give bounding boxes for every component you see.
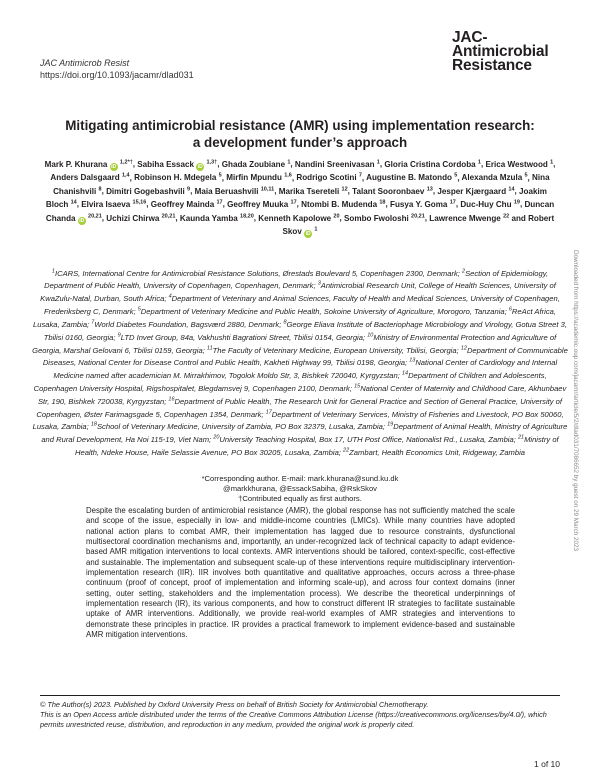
- affiliation-text: Zambart, Health Economics Unit, Ridgeway, Zambia: [349, 448, 526, 458]
- affiliation-sup: 2: [462, 268, 466, 274]
- affiliation-item: [207, 346, 461, 355]
- author-name-text: Gloria Cristina Cordoba: [384, 159, 478, 169]
- copyright-notice: © The Author(s) 2023. Published by Oxford University Press on behalf of British Society for Antimicrobial Chemotherapy.: [40, 700, 429, 709]
- author-name-text: Elvira Isaeva: [81, 200, 133, 210]
- author-name-text: Ntombi B. Mudenda: [301, 200, 380, 210]
- author-affiliation-sup: 7: [358, 172, 362, 179]
- author-name[interactable]: [462, 173, 528, 182]
- affiliations: [32, 266, 568, 458]
- affiliation-sup: 3: [317, 280, 321, 287]
- author-name-text: Rodrigo Scotini: [296, 173, 359, 183]
- affiliation-text: Department of Veterinary Medicine and Public Health, Sokoine University of Agriculture, Morogoro, Tanzania;: [140, 307, 509, 317]
- affiliation-text: The Faculty of Veterinary Medicine, European University, Tbilisi, Georgia;: [212, 345, 461, 355]
- author-name-text: Joakim Bloch: [45, 186, 547, 210]
- author-name-text: Mark P. Khurana: [44, 159, 110, 169]
- orcid-icon[interactable]: iD: [305, 231, 311, 238]
- twitter-handles: @markkhurana, @EssackSabiha, @RskSkov: [223, 483, 377, 493]
- author-name[interactable]: [106, 187, 190, 196]
- author-affiliation-sup: 1: [287, 159, 291, 165]
- author-affiliation-sup: 18: [379, 199, 386, 206]
- affiliation-text: Department of Animal Health, Ministry of Agriculture and Rural Development, Ha Noi 115-19, Viet Nam;: [41, 422, 568, 445]
- license-block: [40, 700, 560, 729]
- affiliation-item: [91, 422, 387, 431]
- author-affiliation-sup: 8: [98, 186, 102, 193]
- author-name[interactable]: [137, 160, 217, 169]
- author-name[interactable]: [485, 160, 553, 169]
- affiliation-text: Ministry of Environmental Protection and Agriculture of Georgia, Marshal Gelovani 6, Tbilisi 0159, Georgia;: [32, 332, 557, 355]
- author-affiliation-sup: 14: [508, 186, 515, 193]
- author-affiliation-sup: 20,21: [161, 212, 176, 219]
- author-affiliation-sup: 12: [341, 186, 348, 193]
- affiliation-sup: 9: [117, 332, 121, 339]
- author-name[interactable]: [258, 214, 339, 223]
- affiliation-text: World Diabetes Foundation, Bagsværd 2880, Denmark;: [94, 319, 284, 329]
- author-name-text: Geoffrey Muuka: [227, 200, 291, 210]
- author-name[interactable]: [227, 200, 297, 209]
- author-name-text: Sombo Fwoloshi: [344, 213, 412, 223]
- affiliation-text: Department of Veterinary Services, Ministry of Fisheries and Livestock, PO Box 50060, Lusaka, Zambia;: [32, 409, 564, 432]
- author-name[interactable]: [134, 173, 222, 182]
- author-affiliation-sup: 5: [524, 172, 528, 179]
- affiliation-sup: 20: [213, 434, 220, 441]
- author-affiliation-sup: 1,4: [121, 172, 130, 179]
- author-name[interactable]: [295, 160, 380, 169]
- author-affiliation-sup: 5: [454, 172, 458, 179]
- author-name-text: Dimitri Gogebashvili: [106, 186, 188, 196]
- author-affiliation-sup: 1: [314, 226, 318, 233]
- page-number: 1 of 10: [534, 759, 560, 769]
- author-name-text: Fusya Y. Goma: [390, 200, 450, 210]
- author-name-text: Duncan Chanda: [45, 200, 555, 223]
- author-affiliation-sup: 1: [477, 159, 481, 165]
- article-title: Mitigating antimicrobial resistance (AMR) using implementation research: a development funder’s approach: [65, 118, 535, 150]
- affiliation-sup: 8: [283, 319, 287, 326]
- author-affiliation-sup: 14: [70, 199, 77, 206]
- orcid-icon[interactable]: iD: [197, 163, 203, 170]
- affiliation-sup: 11: [206, 344, 213, 351]
- author-name[interactable]: [222, 160, 291, 169]
- author-affiliation-sup: 20,21: [411, 212, 425, 219]
- author-name[interactable]: [384, 160, 481, 169]
- affiliation-sup: 5: [137, 306, 141, 313]
- author-name-text: Kenneth Kapolowe: [258, 213, 334, 223]
- affiliation-sup: 21: [517, 434, 525, 441]
- author-affiliation-sup: 18,20: [240, 212, 254, 219]
- author-name-text: Erica Westwood: [485, 159, 551, 169]
- author-name[interactable]: [437, 187, 514, 196]
- affiliation-sup: 17: [265, 409, 272, 416]
- download-side-note: Downloaded from https://academic.oup.com/jacamr/article/5/2/dlad031/7086652 by guest on 29 March 2023: [572, 250, 579, 552]
- author-affiliation-sup: 1,6: [284, 172, 292, 179]
- author-affiliation-sup: 1: [550, 159, 554, 165]
- author-name-text: Mirfin Mpundu: [226, 173, 285, 183]
- author-name-text: Jesper Kjærgaard: [437, 186, 509, 196]
- author-name-text: Maia Beruashvili: [194, 186, 261, 196]
- affiliation-text: Department of Children and Adolescents, Copenhagen University Hospital, Rigshospitalet, Blegdamsvej 9, Copenhagen 2100, Denmark;: [33, 371, 547, 393]
- journal-name: JAC Antimicrob Resist: [40, 58, 130, 68]
- affiliation-sup: 1: [51, 268, 55, 274]
- author-affiliation-sup: 1,3†: [206, 159, 218, 165]
- author-affiliation-sup: 22: [503, 212, 510, 219]
- affiliation-text: George Eliava Institute of Bacteriophage Microbiology and Virology, Gotua Street 3, Tbilisi 0160, Georgia;: [43, 319, 567, 342]
- author-name-text: Lawrence Mwenge: [429, 213, 504, 223]
- author-name-text: Alexanda Mzula: [461, 173, 525, 183]
- affiliation-sup: 14: [401, 370, 409, 377]
- author-affiliation-sup: 10,11: [260, 186, 275, 193]
- author-affiliation-sup: 20,21: [88, 212, 102, 219]
- author-name-text: Augustine B. Matondo: [366, 173, 455, 183]
- author-name-text: Uchizi Chirwa: [106, 213, 162, 223]
- author-name-text: Nandini Sreenivasan: [294, 159, 377, 169]
- author-name-text: Anders Dalsgaard: [50, 173, 122, 183]
- author-name[interactable]: [429, 214, 509, 223]
- author-name-text: Kaunda Yamba: [179, 213, 241, 223]
- affiliation-item: [52, 269, 462, 278]
- affiliation-sup: 12: [460, 344, 467, 351]
- author-affiliation-sup: 17: [216, 199, 223, 206]
- author-name-text: Talant Sooronbaev: [352, 186, 427, 196]
- affiliation-sup: 22: [343, 447, 350, 454]
- author-name-text: Nina Chanishvili: [53, 173, 550, 196]
- correspondence: [150, 474, 450, 503]
- affiliation-text: Antimicrobial Research Unit, College of Health Sciences, University of KwaZulu-Natal, Durban, South Africa;: [40, 281, 556, 304]
- affiliation-item: [118, 333, 368, 342]
- abstract: Despite the escalating burden of antimicrobial resistance (AMR), the global response has not sufficiently matched the scale and scope of the issue, especially in low- and middle-income countries (LMICs). While many countries have adopted national action plans to combat AMR, their implementation has lagged due to resource constraints, dysfunctional multisectoral coordination mechanisms and, importantly, an under-recognized lack of technical capacity to adapt evidence-based AMR mitigation interventions to local contexts. AMR interventions should be tailored, context-specific, cost-effective and sustainable. The implementation and subsequent scale-up of these interventions require multidisciplinary intervention-implementation research (IIR). IIR involves both quantitative and qualitative approaches, occurs across a three-phase continuum (proof of concept, proof of implementation and informing scale-up), and across four context domains (inner setting, outer setting, stakeholders and the implementation process). We describe the theoretical underpinnings of implementation research (IR), its various components, and how to construct different IR strategies to facilitate sustainable uptake of AMR interventions. Additionally, we provide real-world examples of AMR strategies and interventions to demonstrate these principles in practice. IR provides a practical framework to implement evidence-based and sustainable AMR mitigation interventions.: [86, 506, 515, 640]
- affiliation-sup: 6: [508, 306, 512, 313]
- affiliation-sup: 7: [91, 319, 95, 326]
- author-name[interactable]: [195, 187, 275, 196]
- author-affiliation-sup: 20: [333, 212, 340, 219]
- author-affiliation-sup: 1: [376, 159, 380, 165]
- affiliation-sup: 13: [409, 357, 416, 364]
- affiliation-text: University Teaching Hospital, Box 17, UTH Post Office, Nationalist Rd., Lusaka, Zambia;: [219, 435, 518, 445]
- journal-brand-logo: [452, 31, 572, 73]
- author-affiliation-sup: 17: [290, 199, 297, 206]
- doi-link[interactable]: https://doi.org/10.1093/jacamr/dlad031: [40, 70, 194, 80]
- affiliation-text: National Center of Maternity and Childhood Care, Akhunbaev Str, 190, Bishkek 720038, Kyrgyzstan;: [37, 383, 567, 406]
- license-text: This is an Open Access article distributed under the terms of the Creative Commons Attribution License (https://creativecommons.org/licenses/by/4.0/), which permits unrestricted reuse, distribution, and reproduction in any medium, provided the original work is properly cited.: [40, 709, 547, 729]
- affiliation-text: Department of Veterinary and Animal Sciences, Faculty of Health and Medical Sciences, University of Copenhagen, Frederiksberg C, Denmark;: [44, 294, 560, 317]
- orcid-icon[interactable]: iD: [79, 217, 85, 224]
- author-affiliation-sup: 9: [187, 186, 191, 193]
- author-name[interactable]: [226, 173, 292, 182]
- affiliation-item: [213, 435, 518, 444]
- author-list: Mark P. Khurana iD $^{1,2*\dagger}$, Sabiha Essack iD $^{1,3\dagger}$, Ghada Zoubiane $^1$, Nandini Sreenivasan $^1$, Gloria Cristina Cordoba $^1$, Erica Westwood $^1$, Anders Dalsgaard $^{1,4}$, Robinson H. Mdegela $^5$, Mirfin Mpundu $^{1,6}$, Rodrigo Scotini $^7$, Augustine B. Matondo $^5$, Alexanda Mzula $^5$, Nina Chanishvili $^8$, Dimitri Gogebashvili $^9$, Maia Beruashvili $^{10,11}$, Marika Tsereteli $^{12}$, Talant Sooronbaev $^{13}$, Jesper Kjærgaard $^{14}$, Joakim Bloch $^{14}$, Elvira Isaeva $^{15,16}$, Geoffrey Mainda $^{17}$, Geoffrey Muuka $^{17}$, Ntombi B. Mudenda $^{18}$, Fusya Y. Goma $^{17}$, Duc-Huy Chu $^{19}$, Duncan Chanda iD $^{20,21}$, Uchizi Chirwa $^{20,21}$, Kaunda Yamba $^{18,20}$, Kenneth Kapolowe $^{20}$, Sombo Fwoloshi $^{20,21}$, Lawrence Mwenge $^{22}$ and Robert Skov iD $^1$: [44, 159, 556, 238]
- brand-line: Resistance: [452, 57, 532, 74]
- author-name[interactable]: [296, 173, 362, 182]
- author-name[interactable]: [279, 187, 348, 196]
- affiliation-item: [138, 307, 509, 316]
- author-name[interactable]: [352, 187, 433, 196]
- affiliation-text: National Center of Cardiology and Internal Medicine named after academician M. Mirrakhimov, Togolok Moldo Str, 3, Bishkek 720040, Kyrgyzstan;: [53, 358, 558, 381]
- download-side-note-wrap: [572, 250, 586, 580]
- author-affiliation-sup: 5: [218, 172, 222, 179]
- orcid-icon[interactable]: iD: [111, 163, 117, 170]
- author-name[interactable]: [390, 200, 456, 209]
- equal-contribution-note: †Contributed equally as first authors.: [238, 493, 362, 503]
- affiliation-sup: 10: [367, 332, 374, 339]
- affiliation-text: Department of Communicable Diseases, National Center for Disease Control and Public Health, Kakheti Highway 99, Tbilisi 0198, Georgia;: [42, 345, 568, 368]
- corresponding-author: *Corresponding author. E-mail: mark.khurana@sund.ku.dk: [201, 474, 399, 483]
- author-name[interactable]: [50, 173, 129, 182]
- author-name[interactable]: [106, 214, 175, 223]
- affiliation-text: Section of Epidemiology, Department of Public Health, University of Copenhagen, Copenhagen, Denmark;: [44, 268, 549, 291]
- affiliation-sup: 15: [354, 383, 361, 390]
- author-name-text: Sabiha Essack: [137, 159, 197, 169]
- author-name-text: Ghada Zoubiane: [221, 159, 288, 169]
- affiliation-text: ReAct Africa, Lusaka, Zambia;: [33, 307, 556, 329]
- author-name-text: and Robert Skov: [282, 213, 555, 237]
- affiliation-sup: 4: [168, 293, 172, 300]
- author-name[interactable]: [151, 200, 223, 209]
- author-name-text: Marika Tsereteli: [278, 186, 342, 196]
- affiliation-sup: 19: [387, 421, 394, 428]
- author-name[interactable]: [81, 200, 146, 209]
- author-affiliation-sup: 15,16: [132, 199, 147, 206]
- author-name[interactable]: [45, 160, 133, 169]
- author-affiliation-sup: 19: [513, 199, 520, 206]
- author-name[interactable]: [301, 200, 385, 209]
- author-affiliation-sup: 1,2*†: [119, 159, 133, 165]
- affiliation-text: Department of Public Health, The Research Unit for General Practice and Section of General Practice, University of Copenhagen, Øster Farimagsgade 5, Copenhagen 1354, Denmark;: [36, 396, 563, 419]
- author-name[interactable]: [366, 173, 457, 182]
- affiliation-item: [343, 448, 525, 457]
- author-name[interactable]: [460, 200, 520, 209]
- affiliation-sup: 18: [90, 421, 97, 428]
- affiliation-text: School of Veterinary Medicine, University of Zambia, PO Box 32379, Lusaka, Zambia;: [96, 422, 388, 432]
- affiliation-text: ICARS, International Centre for Antimicrobial Resistance Solutions, Ørestads Boulevard 5, Copenhagen 2300, Denmark;: [54, 268, 463, 278]
- brand-line: JAC-: [452, 29, 488, 46]
- author-affiliation-sup: 13: [426, 186, 433, 193]
- author-name[interactable]: [180, 214, 254, 223]
- author-name[interactable]: [344, 214, 425, 223]
- footer-rule: [40, 695, 560, 696]
- author-name-text: Geoffrey Mainda: [150, 200, 217, 210]
- author-name-text: Robinson H. Mdegela: [134, 173, 219, 183]
- affiliation-text: LTD Invet Group, 84a, Vakhushti Bagrationi Street, Tbilisi 0154, Georgia;: [120, 332, 368, 342]
- affiliation-item: [91, 320, 283, 329]
- author-name-text: Duc-Huy Chu: [460, 200, 514, 210]
- affiliation-sup: 16: [168, 396, 175, 403]
- brand-line: Antimicrobial: [452, 43, 549, 60]
- affiliation-text: Ministry of Health, Ndeke House, Haile Selassie Avenue, PO Box 30205, Lusaka, Zambia;: [74, 435, 559, 458]
- author-affiliation-sup: 17: [449, 199, 456, 206]
